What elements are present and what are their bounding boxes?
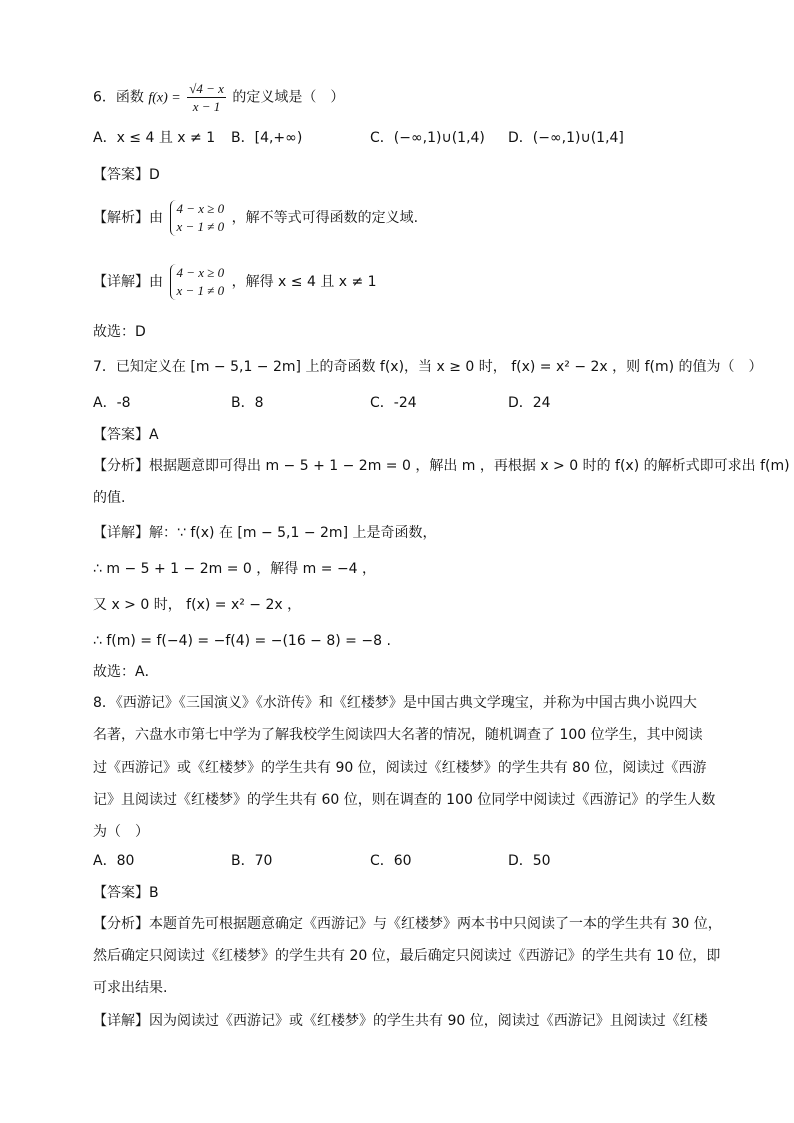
q8-detail-line-1: 【详解】因为阅读过《西游记》或《红楼梦》的学生共有 90 位，阅读过《西游记》且阅读过《红楼: [93, 1013, 708, 1029]
q8-stem-line-3: 过《西游记》或《红楼梦》的学生共有 90 位，阅读过《红楼梦》的学生共有 80 位，阅读过《西游: [93, 760, 707, 776]
q6-analysis-inequality-2: x − 1 ≠ 0: [176, 219, 225, 234]
q8-answer: 【答案】B: [93, 885, 159, 901]
q6-detail-tag: 【详解】: [93, 274, 149, 290]
q8-option-d: D．50: [508, 853, 551, 869]
q8-analysis-line-2: 然后确定只阅读过《红楼梦》的学生共有 20 位，最后确定只阅读过《西游记》的学生共有 10 位，即: [93, 948, 721, 964]
q6-detail: [93, 264, 377, 300]
q6-stem-prefix: 6．函数: [93, 89, 144, 106]
q6-option-d: D．(−∞,1)∪(1,4]: [508, 130, 624, 146]
q6-option-c: C．(−∞,1)∪(1,4): [370, 130, 485, 146]
q6-detail-system: [170, 264, 224, 300]
q6-stem: [93, 80, 344, 115]
q6-fraction-numerator: √4 − x: [189, 81, 224, 96]
q7-analysis-line-2: 的值.: [93, 490, 126, 506]
q6-option-b: B．[4,+∞): [231, 130, 303, 146]
q7-analysis-line-1: 【分析】根据题意即可得出 m − 5 + 1 − 2m = 0 ，解出 m ，再根据 x > 0 时的 f(x) 的解析式即可求出 f(m): [93, 458, 790, 474]
q8-options: [93, 851, 693, 871]
q7-detail-line-2: ∴ m − 5 + 1 − 2m = 0 ，解得 m = −4 ，: [93, 561, 377, 577]
q8-stem-line-1: 8．《西游记》《三国演义》《水浒传》和《红楼梦》是中国古典文学瑰宝，并称为中国古典小说四大: [93, 695, 697, 711]
q6-detail-inequality-1: 4 − x ≥ 0: [176, 265, 225, 280]
q6-detail-prefix: 由: [149, 274, 163, 290]
q6-analysis-prefix: 由: [149, 210, 163, 226]
q8-option-b: B．70: [231, 853, 273, 869]
q7-option-b: B．8: [231, 395, 264, 411]
q6-analysis-tag: 【解析】: [93, 210, 149, 226]
q6-answer: 【答案】D: [93, 167, 160, 183]
q8-option-c: C．60: [370, 853, 412, 869]
q6-stem-suffix: 的定义域是（ ）: [232, 89, 345, 106]
q7-option-c: C．-24: [370, 395, 417, 411]
q7-choose: 故选：A．: [93, 664, 159, 680]
q6-options: [93, 128, 693, 148]
q6-analysis-inequality-1: 4 − x ≥ 0: [176, 201, 225, 216]
q7-detail-line-3: 又 x > 0 时， f(x) = x² − 2x ，: [93, 597, 302, 613]
q6-fraction: [187, 80, 226, 115]
q7-answer: 【答案】A: [93, 427, 159, 443]
q6-option-a: A．x ≤ 4 且 x ≠ 1: [93, 130, 216, 146]
q8-stem-line-4: 记》且阅读过《红楼梦》的学生共有 60 位，则在调查的 100 位同学中阅读过《西游记》的学生人数: [93, 792, 716, 808]
q7-detail-line-1: 【详解】解：∵ f(x) 在 [m − 5,1 − 2m] 上是奇函数，: [93, 525, 437, 541]
q8-analysis-line-1: 【分析】本题首先可根据题意确定《西游记》与《红楼梦》两本书中只阅读了一本的学生共有 30 位，: [93, 916, 722, 932]
q7-option-a: A．-8: [93, 395, 131, 411]
q7-detail-line-4: ∴ f(m) = f(−4) = −f(4) = −(16 − 8) = −8 .: [93, 633, 391, 649]
q6-detail-suffix: ，解得 x ≤ 4 且 x ≠ 1: [231, 274, 377, 290]
q6-analysis: [93, 200, 418, 236]
q6-detail-inequality-2: x − 1 ≠ 0: [176, 283, 225, 298]
q8-stem-line-5: 为（ ）: [93, 824, 149, 840]
q8-analysis-line-3: 可求出结果.: [93, 980, 168, 996]
q7-option-d: D．24: [508, 395, 551, 411]
q8-option-a: A．80: [93, 853, 135, 869]
q8-stem-line-2: 名著，六盘水市第七中学为了解我校学生阅读四大名著的情况，随机调查了 100 位学生，其中阅读: [93, 727, 703, 743]
q6-analysis-system: [170, 200, 224, 236]
q7-stem: 7．已知定义在 [m − 5,1 − 2m] 上的奇函数 f(x)，当 x ≥ 0 时， f(x) = x² − 2x ，则 f(m) 的值为（ ）: [93, 359, 763, 375]
q7-options: [93, 393, 693, 413]
q6-function-lhs: f(x) =: [148, 90, 181, 106]
q6-analysis-suffix: ，解不等式可得函数的定义域.: [231, 210, 419, 226]
q6-fraction-denominator: x − 1: [192, 99, 221, 114]
q6-choose: 故选：D: [93, 324, 146, 340]
